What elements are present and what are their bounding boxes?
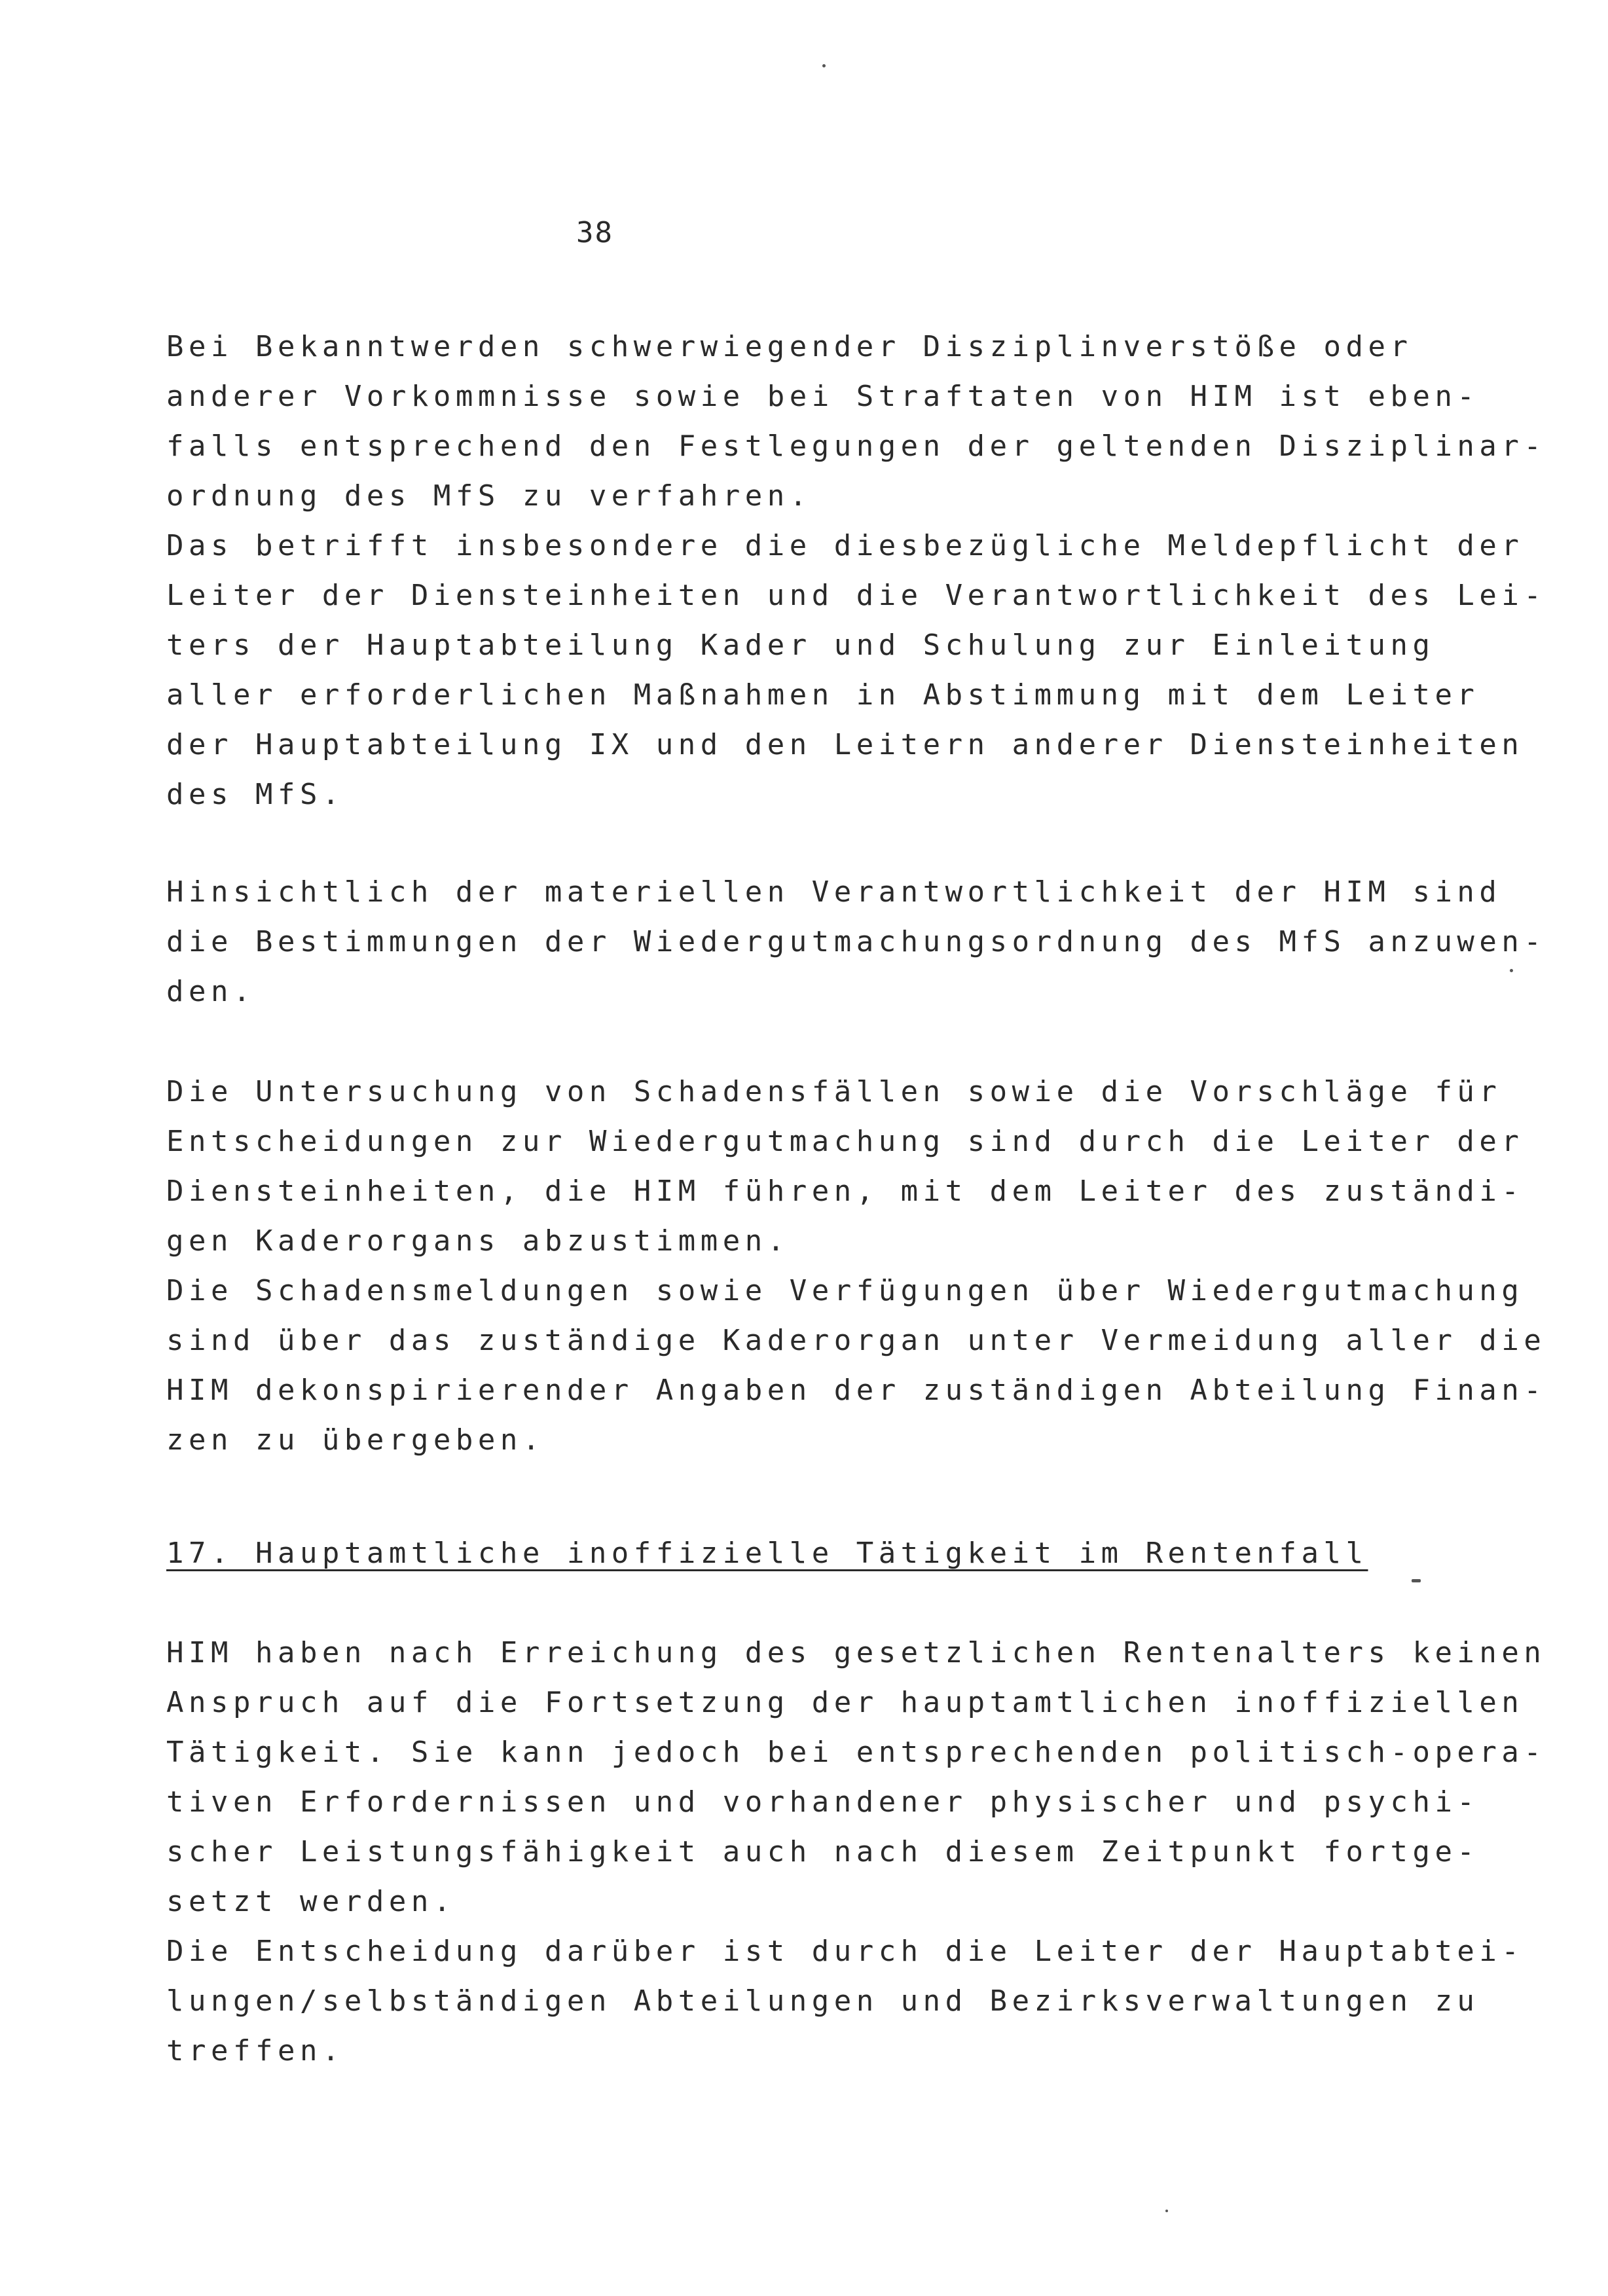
paragraph-retirement-case: HIM haben nach Erreichung des gesetzlichen Rentenalters keinen Anspruch auf die Fortsetzung der hauptamtlichen inoffiziellen Tätigkeit. Sie kann jedoch bei entsprechenden politisch-opera- tiven Erfordernissen und vorhandener physischer und psychi- scher Leistungsfähigkeit auch nach diesem Zeitpunkt fortge- setzt werden. Die Entscheidung darüber ist durch die Leiter der Hauptabtei- lungen/selbständigen Abteilungen und Bezirksverwaltungen zu treffen. — [166, 1636, 1546, 2068]
section-heading-17: 17. Hauptamtliche inoffizielle Tätigkeit im Rentenfall — [166, 1537, 1368, 1570]
paragraph-damage-cases: Die Untersuchung von Schadensfällen sowie die Vorschläge für Entscheidungen zur Wiedergutmachung sind durch die Leiter der Diensteinheiten, die HIM führen, mit dem Leiter des zuständi- gen Kaderorgans abzustimmen. Die Schadensmeldungen sowie Verfügungen über Wiedergutmachung sind über das zuständige Kaderorgan unter Vermeidung aller die HIM dekonspirierender Angaben der zuständigen Abteilung Finan- zen zu übergeben. — [166, 1075, 1546, 1457]
page-number: 38 — [576, 216, 613, 249]
paragraph-material-responsibility: Hinsichtlich der materiellen Verantwortlichkeit der HIM sind die Bestimmungen der Wiedergutmachungsordnung des MfS anzuwen- den. — [166, 875, 1546, 1008]
scan-speck — [1510, 969, 1513, 972]
scan-speck — [1412, 1579, 1421, 1582]
scan-speck — [1165, 2210, 1168, 2212]
scan-speck — [822, 64, 826, 67]
paragraph-disciplinary-violations: Bei Bekanntwerden schwerwiegender Disziplinverstöße oder anderer Vorkommnisse sowie bei Straftaten von HIM ist eben- falls entsprechend den Festlegungen der geltenden Disziplinar- ordnung des MfS zu verfahren. Das betrifft insbesondere die diesbezügliche Meldepflicht der Leiter der Diensteinheiten und die Verantwortlichkeit des Lei- ters der Hauptabteilung Kader und Schulung zur Einleitung aller erforderlichen Maßnahmen in Abstimmung mit dem Leiter der Hauptabteilung IX und den Leitern anderer Diensteinheiten des MfS. — [166, 330, 1546, 811]
